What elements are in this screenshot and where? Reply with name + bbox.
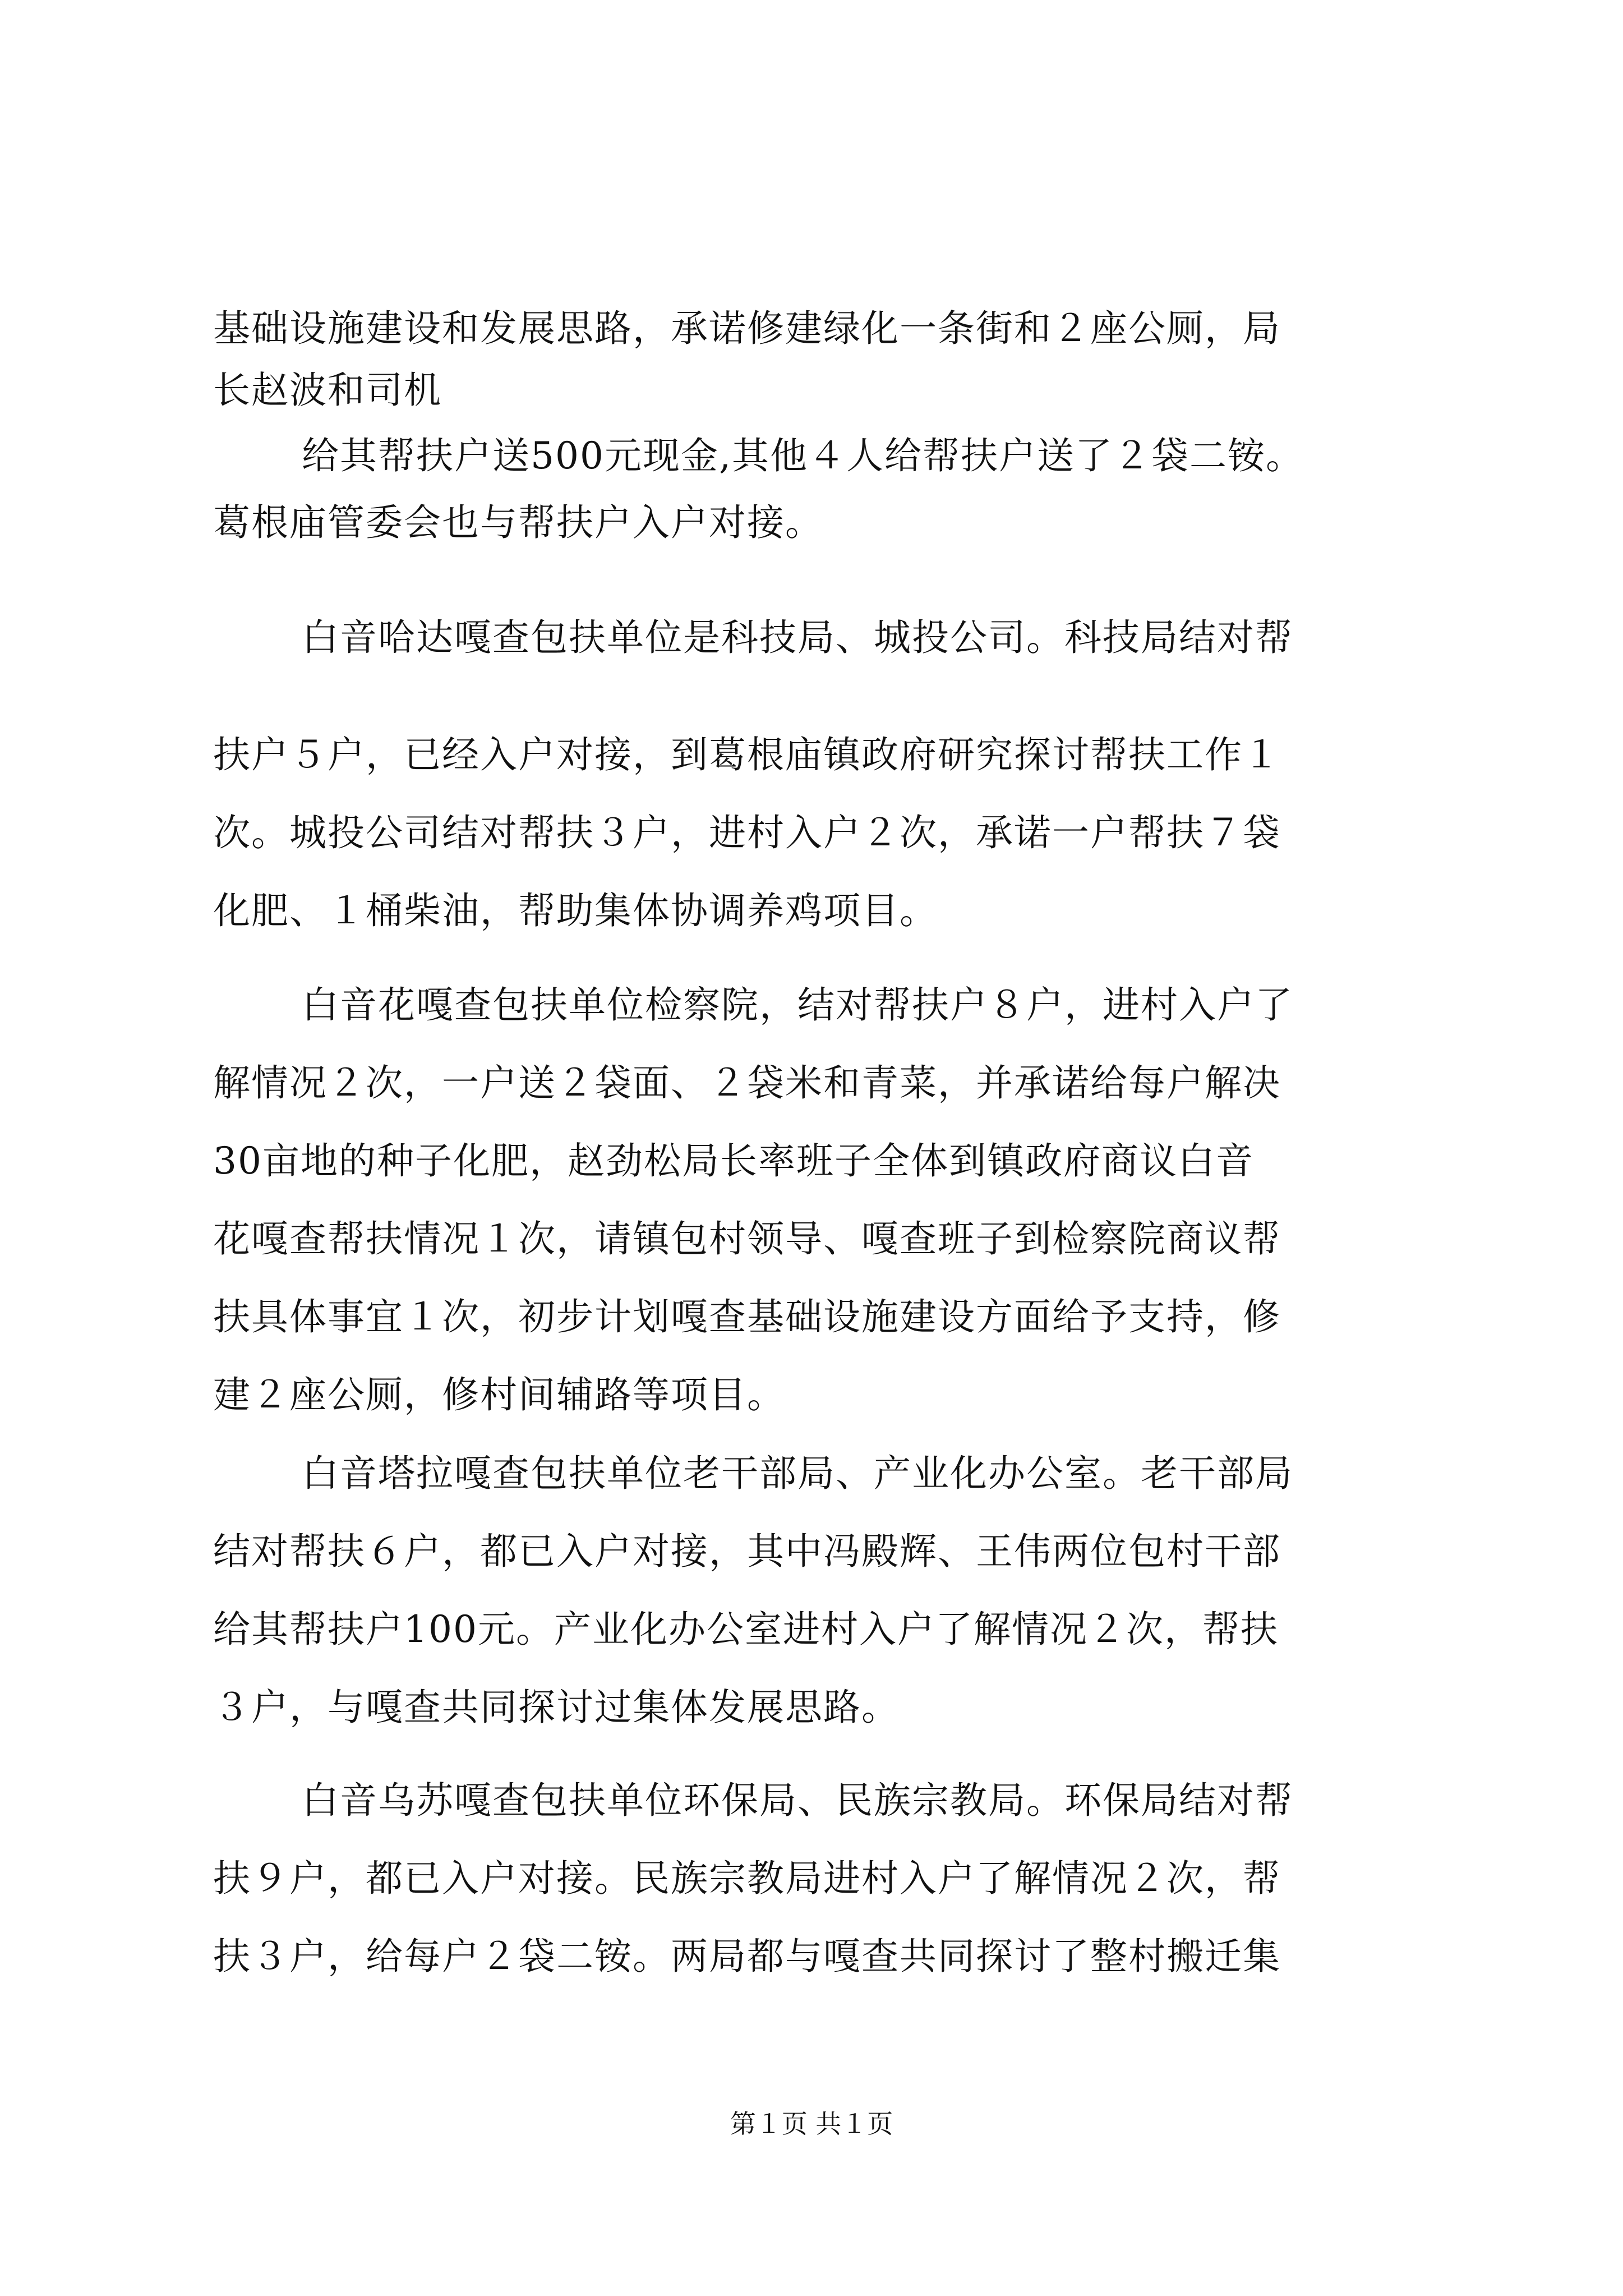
body-line: 结对帮扶６户，都已入户对接，其中冯殿辉、王伟两位包村干部 xyxy=(213,1530,1281,1573)
paragraph-first-line: 白音花嘎查包扶单位检察院，结对帮扶户８户，进村入户了 xyxy=(302,983,1293,1027)
body-line: 长赵波和司机 xyxy=(213,369,442,412)
body-line: 30亩地的种子化肥，赵劲松局长率班子全体到镇政府商议白音 xyxy=(213,1139,1254,1182)
paragraph-first-line: 白音乌苏嘎查包扶单位环保局、民族宗教局。环保局结对帮 xyxy=(302,1779,1293,1822)
body-line: 扶户５户，已经入户对接，到葛根庙镇政府研究探讨帮扶工作１ xyxy=(213,733,1281,776)
body-line: 扶３户，给每户２袋二铵。两局都与嘎查共同探讨了整村搬迁集 xyxy=(213,1935,1281,1978)
paragraph-first-line: 白音塔拉嘎查包扶单位老干部局、产业化办公室。老干部局 xyxy=(302,1452,1293,1495)
body-line: 葛根庙管委会也与帮扶户入户对接。 xyxy=(213,501,823,544)
body-line: 建２座公厕，修村间辅路等项目。 xyxy=(213,1373,785,1416)
body-line: 给其帮扶户100元。产业化办公室进村入户了解情况２次，帮扶 xyxy=(213,1608,1279,1651)
paragraph-first-line: 给其帮扶户送500元现金,其他４人给帮扶户送了２袋二铵。 xyxy=(302,434,1304,477)
page-footer: 第１页 共１页 xyxy=(730,2109,893,2139)
body-line: 扶９户，都已入户对接。民族宗教局进村入户了解情况２次，帮 xyxy=(213,1857,1281,1900)
body-line: 基础设施建设和发展思路，承诺修建绿化一条街和２座公厕，局 xyxy=(213,307,1281,350)
body-line: 解情况２次，一户送２袋面、２袋米和青菜，并承诺给每户解决 xyxy=(213,1061,1281,1105)
body-line: 花嘎查帮扶情况１次，请镇包村领导、嘎查班子到检察院商议帮 xyxy=(213,1217,1281,1260)
body-line: 扶具体事宜１次，初步计划嘎查基础设施建设方面给予支持，修 xyxy=(213,1295,1281,1338)
paragraph-first-line: 白音哈达嘎查包扶单位是科技局、城投公司。科技局结对帮 xyxy=(302,616,1293,659)
body-line: 次。城投公司结对帮扶３户，进村入户２次，承诺一户帮扶７袋 xyxy=(213,811,1281,854)
body-line: 化肥、１桶柴油，帮助集体协调养鸡项目。 xyxy=(213,889,938,932)
body-line: ３户，与嘎查共同探讨过集体发展思路。 xyxy=(213,1686,900,1729)
